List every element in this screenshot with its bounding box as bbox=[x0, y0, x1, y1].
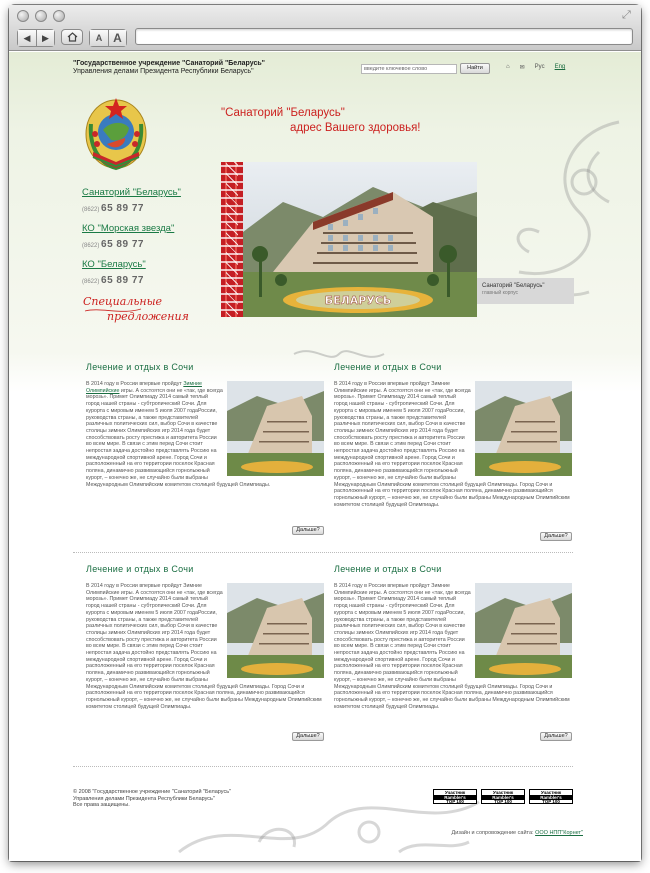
read-more-button[interactable]: Дальше? bbox=[292, 732, 324, 741]
read-more-button[interactable]: Дальше? bbox=[540, 732, 572, 741]
phone-code: (8622) bbox=[82, 243, 100, 249]
section-divider bbox=[73, 766, 573, 770]
text-size-controls bbox=[89, 29, 127, 47]
belarus-ornament-strip bbox=[221, 162, 243, 317]
top-links bbox=[506, 64, 565, 71]
contact-phone bbox=[82, 203, 144, 214]
article-text: В 2014 году в России впервые пройдут Зимние Олимпийские игры. А состоятся они не «так, где всегда морозь». Примет Олимпиаду 2014 самый теплый город нашей страны - субтропический Сочи. Для курорта с мировым именем 5 июля 2007 годаРоссии, руководства страны, а также представителей различных политических сил, выбор Сочи в качестве столицы зимних Олимпийских игр 2014 года будет способствовать росту престижа и авторитета России во всем мире. В связи с этим перед Сочи стоит непростая задача достойно представлять Россию на международной спортивной арене. Город Сочи и расположенный на его территории поселок Красная поляна, динамично развивающийся горнолыжный курорт, – конечно же, не случайно были выбраны Международным Олимпийским комитетом столицей будущей Олимпиады. Город Сочи и расположенный на его территории поселок Красная поляна, динамично развивающийся горнолыжный курорт, – конечно же, не случайно были выбраны Международным Олимпийским комитетом столицей будущей Олимпиады. bbox=[334, 583, 570, 710]
phone-code: (8622) bbox=[82, 279, 100, 285]
org-name-line2: Управления делами Президента Республики Беларусь" bbox=[73, 68, 254, 75]
hero-caption-title: Санаторий "Беларусь" bbox=[482, 283, 545, 289]
copyright-line3: Все права защищены. bbox=[73, 802, 130, 808]
home-button[interactable] bbox=[61, 29, 83, 45]
article-thumbnail[interactable] bbox=[475, 583, 572, 678]
news-article bbox=[334, 564, 572, 744]
contact-item bbox=[82, 187, 181, 216]
phone-number: 65 89 77 bbox=[101, 275, 144, 286]
org-name-line1: "Государственное учреждение "Санаторий "Беларусь" bbox=[73, 60, 265, 67]
design-company-link[interactable]: ООО НПП"Корнет" bbox=[535, 830, 583, 836]
text-larger-button[interactable]: A bbox=[108, 30, 126, 46]
section-divider bbox=[73, 552, 573, 556]
text-smaller-button[interactable]: A bbox=[90, 30, 108, 46]
news-article bbox=[334, 362, 572, 539]
contact-link[interactable]: Санаторий "Беларусь" bbox=[82, 187, 181, 198]
organization-name bbox=[73, 60, 265, 76]
state-emblem-logo[interactable] bbox=[81, 94, 151, 172]
contact-phone bbox=[82, 239, 144, 250]
mail-icon[interactable]: ✉ bbox=[519, 65, 525, 71]
rambler-top100-badge[interactable]: Участник Rambler's TOP 100 bbox=[529, 789, 573, 804]
address-bar[interactable] bbox=[135, 28, 633, 45]
article-title[interactable]: Лечение и отдых в Сочи bbox=[86, 564, 194, 574]
counter-badges bbox=[433, 789, 573, 804]
contact-item bbox=[82, 259, 181, 288]
forward-button[interactable]: ▶ bbox=[36, 30, 54, 46]
copyright-line2: Управления делами Президента Республики Беларусь" bbox=[73, 795, 215, 802]
article-thumbnail[interactable] bbox=[475, 381, 572, 476]
browser-toolbar bbox=[9, 5, 641, 51]
article-title[interactable]: Лечение и отдых в Сочи bbox=[334, 564, 442, 574]
home-link-icon[interactable]: ⌂ bbox=[506, 64, 510, 70]
special-offers-line1: Специальные bbox=[83, 295, 163, 308]
article-text: В 2014 году в России впервые пройдут Зимние Олимпийские игры. А состоятся они не «так, где всегда морозь». Примет Олимпиаду 2014 самый теплый город нашей страны - субтропический Сочи. Для курорта с мировым именем 5 июля 2007 годаРоссии, руководства страны, а также представителей различных политических сил, выбор Сочи в качестве столицы зимних Олимпийских игр 2014 года будет способствовать росту престижа и авторитета России во всем мире. В связи с этим перед Сочи стоит непростая задача достойно представлять Россию на международной спортивной арене. Город Сочи и расположенный на его территории поселок Красная поляна, динамично развивающийся горнолыжный курорт, – конечно же, не случайно были выбраны Международным Олимпийским комитетом столицей будущей Олимпиады. Город Сочи и расположенный на его территории поселок Красная поляна, динамично развивающийся горнолыжный курорт, – конечно же, не случайно были выбраны Международным Олимпийским комитетом столицей будущей Олимпиады. bbox=[86, 583, 322, 710]
resize-arrows-icon[interactable]: ⤢ bbox=[622, 9, 631, 21]
contact-link[interactable]: КО "Морская звезда" bbox=[82, 223, 175, 234]
phone-number: 65 89 77 bbox=[101, 203, 144, 214]
copyright bbox=[73, 789, 231, 809]
search-input[interactable]: введите ключевое слово bbox=[361, 64, 457, 74]
rambler-top100-badge[interactable]: Участник Rambler's TOP 100 bbox=[433, 789, 477, 804]
article-title[interactable]: Лечение и отдых в Сочи bbox=[334, 362, 442, 372]
hero-caption bbox=[477, 278, 574, 304]
lang-en-link[interactable]: Eng bbox=[554, 64, 566, 70]
news-article bbox=[86, 362, 324, 532]
design-credit bbox=[452, 830, 583, 836]
decorative-swirl-mid bbox=[289, 344, 389, 364]
article-text: В 2014 году в России впервые пройдут Зимние Олимпийские игры. А состоятся они не «так, где всегда морозь». Примет Олимпиаду 2014 самый теплый город нашей страны - субтропический Сочи. Для курорта с мировым именем 5 июля 2007 годаРоссии, руководства страны, а также представителей различных политических сил, выбор Сочи в качестве столицы зимних Олимпийских игр 2014 года будет способствовать росту престижа и авторитета России во всем мире. В связи с этим перед Сочи стоит непростая задача достойно представлять Россию на международной спортивной арене. Город Сочи и расположенный на его территории поселок Красная поляна, динамично развивающийся горнолыжный курорт, – конечно же, не случайно были выбраны Международным Олимпийским комитетом столицей будущей Олимпиады. Город Сочи и расположенный на его территории поселок Красная поляна, динамично развивающийся горнолыжный курорт, – конечно же, не случайно были выбраны Международным Олимпийским комитетом столицей будущей Олимпиады. bbox=[334, 381, 570, 508]
history-nav bbox=[17, 29, 55, 47]
contacts-list bbox=[82, 187, 181, 295]
article-text: В 2014 году в России впервые пройдут Зимние Олимпийские игры. А состоятся они не «так, где всегда морозь». Примет Олимпиаду 2014 самый теплый город нашей страны - субтропический Сочи. Для курорта с мировым именем 5 июля 2007 годаРоссии, руководства страны, а также представителей различных политических сил, выбор Сочи в качестве столицы зимних Олимпийских игр 2014 года будет способствовать росту престижа и авторитета России во всем мире. В связи с этим перед Сочи стоит непростая задача достойно представлять Россию на международной спортивной арене. Город Сочи и расположенный на его территории поселок Красная поляна, динамично развивающийся горнолыжный курорт, – конечно же, не случайно были выбраны Международным Олимпийским комитетом столицей будущей Олимпиады. bbox=[86, 381, 271, 488]
window-controls bbox=[17, 10, 65, 22]
contact-item bbox=[82, 223, 181, 252]
flowerbed-text: БЕЛАРУСЬ bbox=[324, 294, 392, 307]
article-thumbnail[interactable] bbox=[227, 381, 324, 476]
article-inline-link[interactable]: Зимние Олимпийские bbox=[86, 381, 202, 394]
contact-phone bbox=[82, 275, 144, 286]
close-window-button[interactable] bbox=[17, 10, 29, 22]
slogan-line1: "Санаторий "Беларусь" bbox=[221, 107, 345, 119]
special-offers-link[interactable] bbox=[81, 291, 189, 325]
browser-window bbox=[9, 5, 641, 861]
lang-ru-link[interactable]: Рус bbox=[534, 64, 545, 70]
search-button[interactable]: Найти bbox=[460, 63, 490, 74]
rambler-top100-badge[interactable]: Участник Rambler's TOP 100 bbox=[481, 789, 525, 804]
news-article bbox=[86, 564, 324, 744]
zoom-window-button[interactable] bbox=[53, 10, 65, 22]
article-thumbnail[interactable] bbox=[227, 583, 324, 678]
phone-code: (8622) bbox=[82, 207, 100, 213]
hero-sanatorium-photo bbox=[243, 162, 477, 317]
slogan-line2: адрес Вашего здоровья! bbox=[290, 122, 421, 134]
article-title[interactable]: Лечение и отдых в Сочи bbox=[86, 362, 194, 372]
hero-caption-subtitle: главный корпус bbox=[482, 290, 519, 296]
web-page bbox=[9, 52, 641, 861]
read-more-button[interactable]: Дальше? bbox=[292, 526, 324, 535]
design-credit-text: Дизайн и сопровождение сайта: bbox=[451, 830, 536, 836]
phone-number: 65 89 77 bbox=[101, 239, 144, 250]
read-more-button[interactable]: Дальше? bbox=[540, 532, 572, 541]
copyright-line1: © 2008 "Государственное учреждение "Санаторий "Беларусь" bbox=[73, 789, 232, 795]
home-icon bbox=[67, 32, 78, 42]
minimize-window-button[interactable] bbox=[35, 10, 47, 22]
contact-link[interactable]: КО "Беларусь" bbox=[82, 259, 146, 270]
back-button[interactable]: ◀ bbox=[18, 30, 36, 46]
special-offers-line2: предложения bbox=[107, 310, 189, 323]
